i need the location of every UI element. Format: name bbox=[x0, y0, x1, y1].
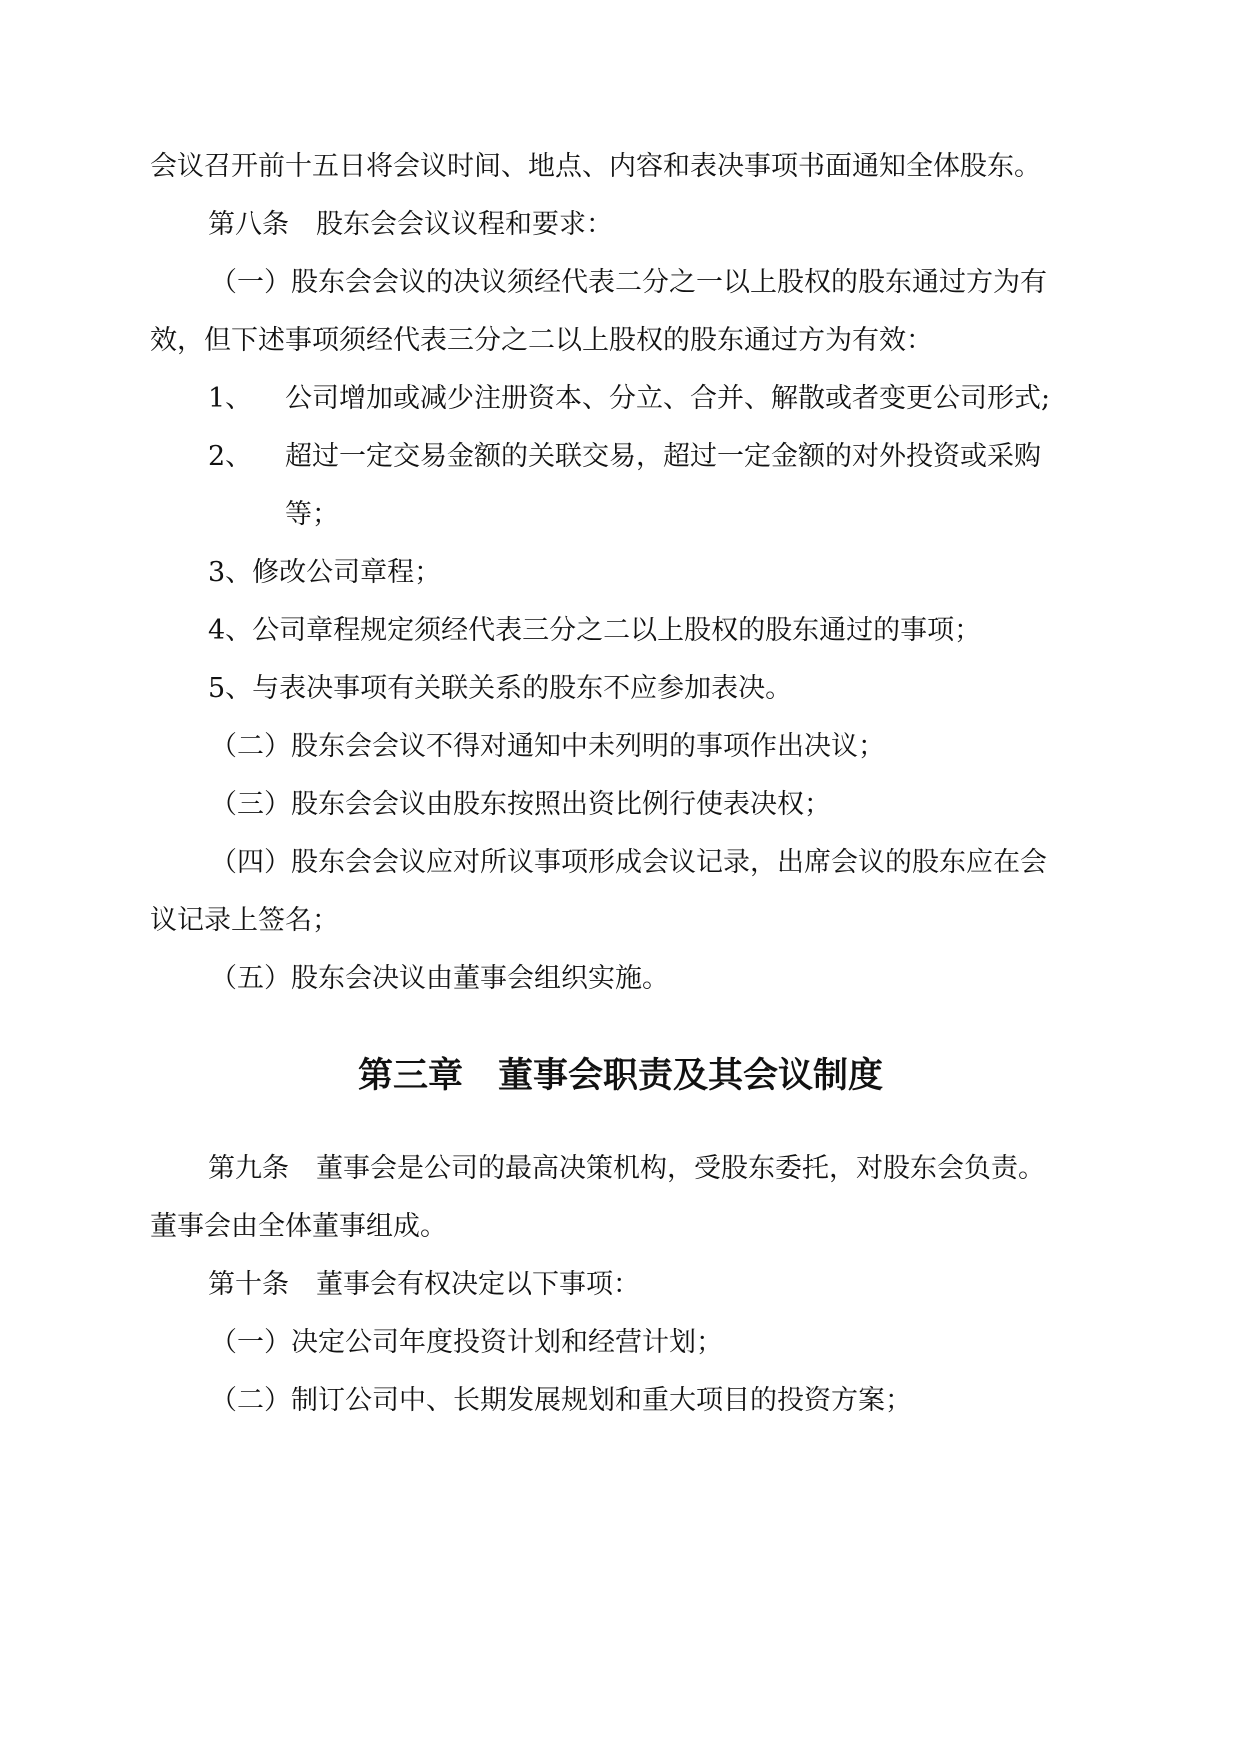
text-line: （三）股东会会议由股东按照出资比例行使表决权； bbox=[210, 789, 831, 820]
text-line: （四）股东会会议应对所议事项形成会议记录，出席会议的股东应在会 bbox=[210, 847, 1047, 878]
text-line: 4、公司章程规定须经代表三分之二以上股权的股东通过的事项； bbox=[208, 615, 982, 646]
text-line: （二）制订公司中、长期发展规划和重大项目的投资方案； bbox=[210, 1385, 912, 1416]
text-line: 议记录上签名； bbox=[150, 905, 339, 936]
text-line: （五）股东会决议由董事会组织实施。 bbox=[210, 963, 669, 994]
chapter-heading: 第三章 董事会职责及其会议制度 bbox=[357, 1056, 883, 1096]
text-line: 会议召开前十五日将会议时间、地点、内容和表决事项书面通知全体股东。 bbox=[150, 151, 1041, 182]
article-9-text: 第九条 董事会是公司的最高决策机构，受股东委托，对股东会负责。 bbox=[208, 1153, 1045, 1184]
item-text: 公司增加或减少注册资本、分立、合并、解散或者变更公司形式; bbox=[285, 383, 1051, 414]
item-number: 1、 bbox=[208, 383, 253, 414]
text-line: 3、修改公司章程； bbox=[208, 557, 442, 588]
text-line: （一）股东会会议的决议须经代表二分之一以上股权的股东通过方为有 bbox=[210, 267, 1047, 298]
text-line: 效，但下述事项须经代表三分之二以上股权的股东通过方为有效： bbox=[150, 325, 933, 356]
item-number: 2、 bbox=[208, 441, 253, 472]
article-8-title: 第八条 股东会会议议程和要求： bbox=[208, 209, 613, 240]
item-text: 超过一定交易金额的关联交易，超过一定金额的对外投资或采购 bbox=[285, 441, 1041, 472]
article-10-title: 第十条 董事会有权决定以下事项： bbox=[208, 1269, 640, 1300]
text-line: （二）股东会会议不得对通知中未列明的事项作出决议； bbox=[210, 731, 885, 762]
text-line: 董事会由全体董事组成。 bbox=[150, 1211, 447, 1242]
text-line: （一）决定公司年度投资计划和经营计划； bbox=[210, 1327, 723, 1358]
item-text-continued: 等； bbox=[285, 499, 339, 530]
text-line: 5、与表决事项有关联关系的股东不应参加表决。 bbox=[208, 673, 793, 704]
